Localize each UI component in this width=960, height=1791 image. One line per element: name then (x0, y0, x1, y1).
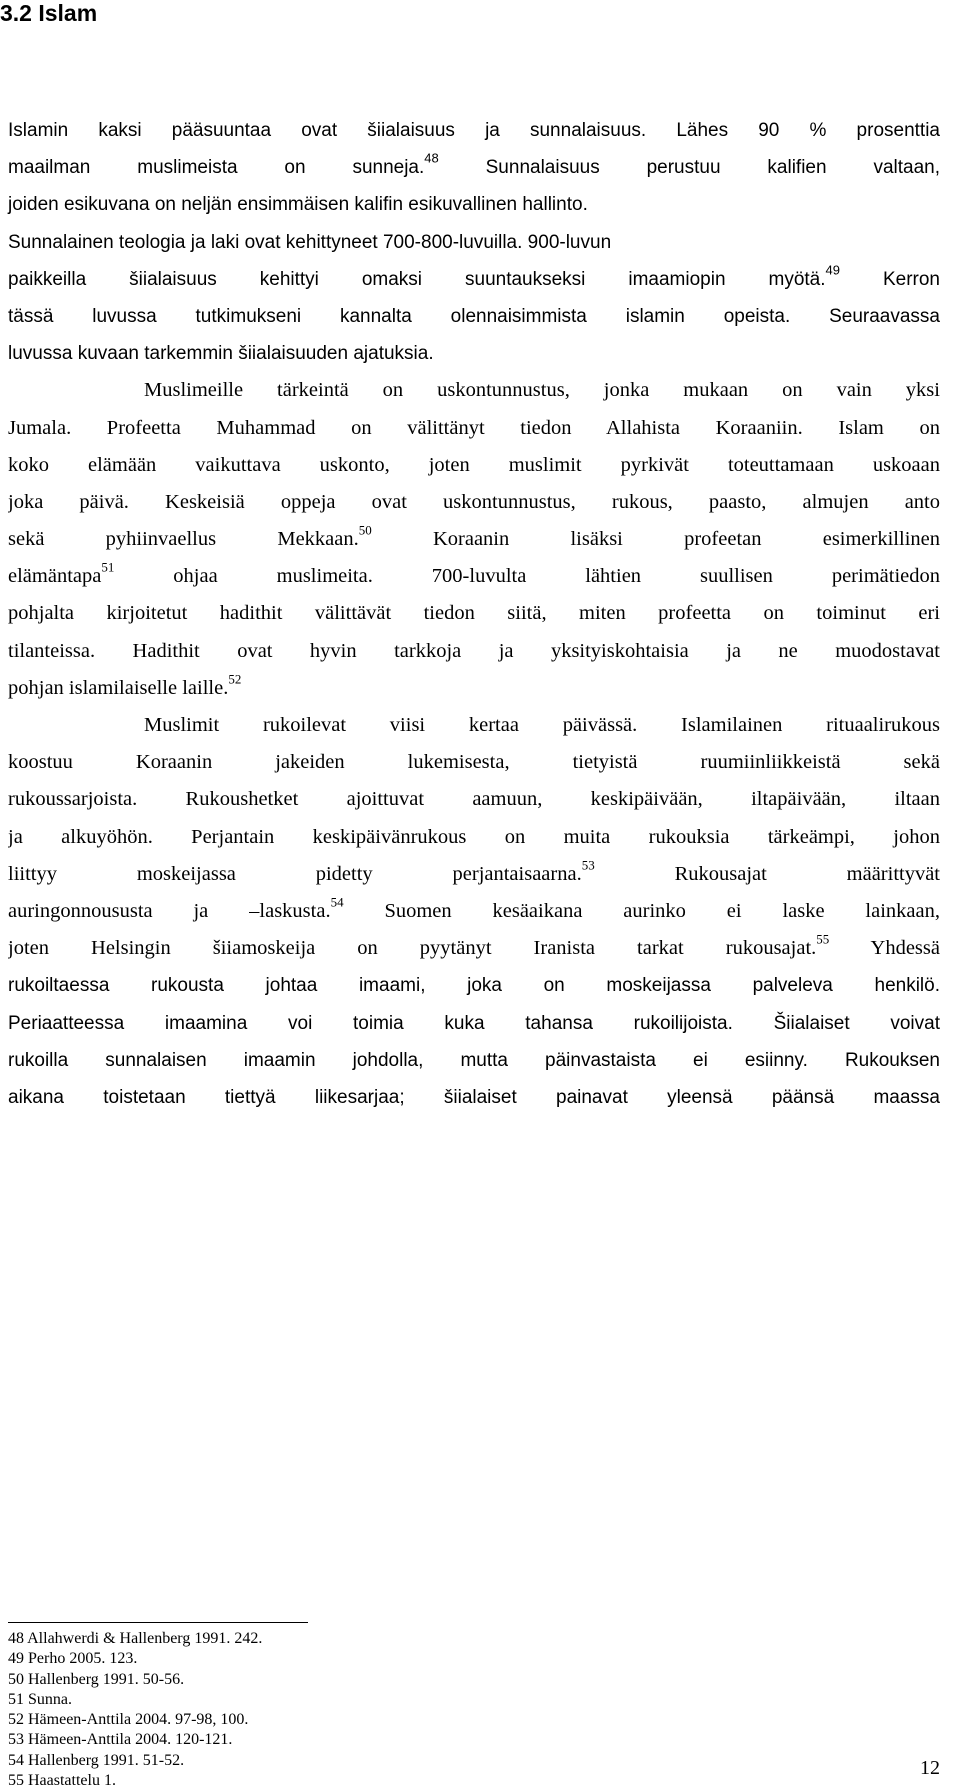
footnote: 52 Hämeen-Anttila 2004. 97-98, 100. (8, 1711, 249, 1729)
body-line (8, 967, 940, 1004)
body-line (8, 781, 940, 818)
body-line (8, 484, 940, 521)
footnotes (8, 1629, 262, 1791)
footnote-ref: 53 (581, 857, 595, 873)
body-line (8, 558, 940, 595)
body-line (8, 930, 940, 967)
footnote-ref: 55 (816, 931, 830, 947)
line-text: pohjalta kirjoitetut hadithit välittävät tiedon siitä, miten profeetta on toiminut eri (8, 602, 940, 625)
footnote-ref: 50 (358, 522, 372, 538)
body-line (8, 1005, 940, 1042)
body-line (8, 335, 940, 372)
line-text: rukoilla sunnalaisen imaamin johdolla, mutta päinvastaista ei esiinny. Rukouksen (8, 1049, 940, 1071)
line-text-after: Sunnalaisuus perustuu kalifien valtaan, (438, 157, 940, 179)
footnote: 49 Perho 2005. 123. (8, 1650, 138, 1668)
line-text: joten Helsingin šiiamoskeija on pyytänyt Iranista tarkat rukousajat. (8, 937, 817, 960)
line-text: rukoiltaessa rukousta johtaa imaami, joka on moskeijassa palveleva henkilö. (8, 975, 940, 997)
body-text (8, 112, 940, 1116)
body-line (8, 1079, 940, 1116)
footnote-separator (8, 1622, 308, 1623)
body-line (8, 298, 940, 335)
body-line (8, 819, 940, 856)
line-text: rukoussarjoista. Rukoushetket ajoittuvat aamuun, keskipäivään, iltapäivään, iltaan (8, 788, 940, 811)
body-line (8, 893, 940, 930)
line-text: pohjan islamilaiselle laille. (8, 676, 229, 699)
line-text: tässä luvussa tutkimukseni kannalta olennaisimmista islamin opeista. Seuraavassa (8, 305, 940, 327)
body-line (8, 1042, 940, 1079)
body-line (8, 186, 940, 223)
line-text: liittyy moskeijassa pidetty perjantaisaarna. (8, 862, 582, 885)
line-text: joiden esikuvana on neljän ensimmäisen kalifin esikuvallinen hallinto. (8, 194, 588, 216)
line-text: tilanteissa. Hadithit ovat hyvin tarkkoja ja yksityiskohtaisia ja ne muodostavat (8, 639, 940, 662)
body-line (8, 633, 940, 670)
body-line (8, 447, 940, 484)
line-text: koostuu Koraanin jakeiden lukemisesta, tietyistä ruumiinliikkeistä sekä (8, 751, 940, 774)
line-text: joka päivä. Keskeisiä oppeja ovat uskontunnustus, rukous, paasto, almujen anto (8, 490, 940, 513)
line-text-after: ohjaa muslimeita. 700-luvulta lähtien suullisen perimätiedon (114, 565, 940, 588)
footnote-ref: 52 (228, 671, 242, 687)
line-text: elämäntapa (8, 565, 102, 588)
body-line (8, 521, 940, 558)
line-text: Sunnalainen teologia ja laki ovat kehittyneet 700-800-luvuilla. (8, 231, 523, 253)
line-text: Jumala. Profeetta Muhammad on välittänyt tiedon Allahista Koraaniin. Islam on (8, 416, 940, 439)
line-text: Muslimit rukoilevat viisi kertaa päivässä. Islamilainen rituaalirukous (144, 714, 940, 736)
line-text-after: Suomen kesäaikana aurinko ei laske lainkaan, (343, 899, 940, 922)
line-text: maailman muslimeista on sunneja. (8, 157, 425, 179)
body-line (8, 224, 940, 261)
footnote-ref: 54 (330, 894, 344, 910)
footnote: 54 Hallenberg 1991. 51-52. (8, 1751, 185, 1769)
line-text-after: Yhdessä (829, 937, 940, 960)
line-text: ja alkuyöhön. Perjantain keskipäivänrukous on muita rukouksia tärkeämpi, johon (8, 825, 940, 848)
body-line (8, 856, 940, 893)
line-text-after: 900-luvun (522, 231, 612, 253)
body-line (8, 261, 940, 298)
section-heading: 3.2 Islam (0, 0, 98, 26)
body-line (8, 744, 940, 781)
body-line (8, 149, 940, 186)
body-line (8, 372, 940, 409)
footnote: 48 Allahwerdi & Hallenberg 1991. 242. (8, 1630, 263, 1647)
line-text-after: Koraanin lisäksi profeetan esimerkillinen (371, 528, 940, 551)
line-text: aikana toistetaan tiettyä liikesarjaa; šiialaiset painavat yleensä päänsä maassa (8, 1086, 940, 1108)
line-text: paikkeilla šiialaisuus kehittyi omaksi suuntaukseksi imaamiopin myötä. (8, 268, 826, 290)
footnote-ref: 49 (825, 262, 840, 278)
body-line (8, 112, 940, 149)
line-text: Muslimeille tärkeintä on uskontunnustus, jonka mukaan on vain yksi (144, 379, 940, 402)
footnote-ref: 51 (101, 559, 115, 575)
line-text: koko elämään vaikuttava uskonto, joten muslimit pyrkivät toteuttamaan uskoaan (8, 453, 940, 476)
footnote: 50 Hallenberg 1991. 50-56. (8, 1670, 185, 1688)
line-text: luvussa kuvaan tarkemmin šiialaisuuden ajatuksia. (8, 343, 434, 365)
footnote-ref: 48 (424, 150, 439, 166)
page-number: 12 (920, 1757, 940, 1779)
line-text-after: Kerron (840, 268, 940, 290)
line-text-after: Rukousajat määrittyvät (594, 862, 940, 885)
body-line (8, 410, 940, 447)
line-text: Periaatteessa imaamina voi toimia kuka tahansa rukoilijoista. Šiialaiset voivat (8, 1012, 940, 1034)
line-text: Islamin kaksi pääsuuntaa ovat šiialaisuus ja sunnalaisuus. Lähes 90 % prosenttia (8, 120, 940, 141)
line-text: sekä pyhiinvaellus Mekkaan. (8, 528, 359, 551)
body-line (8, 670, 940, 707)
body-line (8, 707, 940, 744)
footnote: 55 Haastattelu 1. (8, 1772, 116, 1790)
line-text: auringonnoususta ja –laskusta. (8, 899, 331, 922)
footnote: 53 Hämeen-Anttila 2004. 120-121. (8, 1731, 233, 1749)
footnote: 51 Sunna. (8, 1690, 72, 1708)
body-line (8, 595, 940, 632)
